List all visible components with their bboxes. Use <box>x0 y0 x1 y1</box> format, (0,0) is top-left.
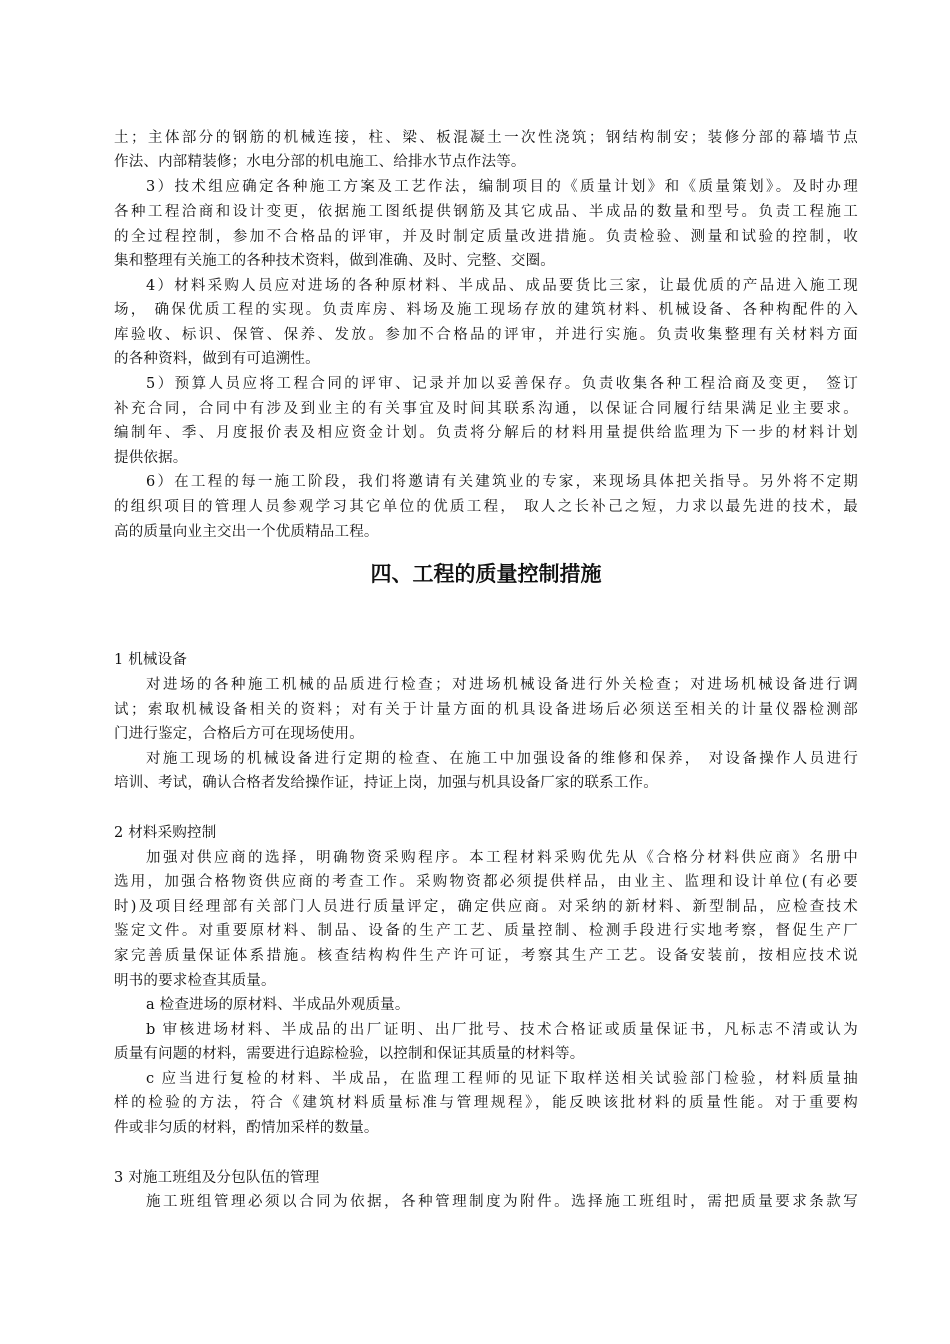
text-line: 选用，加强合格物资供应商的考查工作。采购物资都必须提供样品，由业主、监理和设计单位(有必要 <box>114 874 858 890</box>
text-line: 补充合同，合同中有涉及到业主的有关事宜及时间其联系沟通，以保证合同履行结果满足业主要求。 <box>114 401 858 417</box>
section-heading: 四、工程的质量控制措施 <box>370 562 602 586</box>
text-line: 场， 确保优质工程的实现。负责库房、料场及施工现场存放的建筑材料、机械设备、各种构配件的入 <box>114 302 858 318</box>
text-line: 门进行鉴定，合格后方可在现场使用。 <box>114 726 364 742</box>
text-line: 质量有问题的材料，需要进行追踪检验，以控制和保证其质量的材料等。 <box>114 1046 585 1062</box>
text-line: 提供依据。 <box>114 450 188 466</box>
text-line: 鉴定文件。对重要原材料、制品、设备的生产工艺、质量控制、检测手段进行实地考察，督促生产厂 <box>114 923 858 939</box>
text-line: 件或非匀质的材料，酌情加采样的数量。 <box>114 1120 379 1136</box>
text-line: 加强对供应商的选择，明确物资采购程序。本工程材料采购优先从《合格分材料供应商》名册中 <box>146 850 858 866</box>
text-line: 的全过程控制，参加不合格品的评审，并及时制定质量改进措施。负责检验、测量和试验的控制，收 <box>114 229 858 245</box>
text-line: 各种工程洽商和设计变更，依据施工图纸提供钢筋及其它成品、半成品的数量和型号。负责工程施工 <box>114 204 858 220</box>
text-line: 对施工现场的机械设备进行定期的检查、在施工中加强设备的维修和保养， 对设备操作人员进行 <box>146 751 858 767</box>
subsection-title: 2 材料采购控制 <box>114 825 217 841</box>
text-line: 库验收、标识、保管、保养、发放。参加不合格品的评审，并进行实施。负责收集整理有关材料方面 <box>114 327 858 343</box>
subsection-title: 1 机械设备 <box>114 652 188 668</box>
text-line: c 应当进行复检的材料、半成品，在监理工程师的见证下取样送相关试验部门检验，材料质量抽 <box>146 1071 858 1087</box>
text-line: 集和整理有关施工的各种技术资料，做到准确、及时、完整、交圈。 <box>114 253 555 269</box>
subsection-title: 3 对施工班组及分包队伍的管理 <box>114 1170 320 1186</box>
text-line: a 检查进场的原材料、半成品外观质量。 <box>146 997 410 1013</box>
text-line: 土；主体部分的钢筋的机械连接，柱、梁、板混凝土一次性浇筑；钢结构制安；装修分部的幕墙节点 <box>114 130 858 146</box>
text-line: 高的质量向业主交出一个优质精品工程。 <box>114 524 379 540</box>
text-line: 试；索取机械设备相关的资料；对有关于计量方面的机具设备进场后必须送至相关的计量仪器检测部 <box>114 702 858 718</box>
text-line: 3）技术组应确定各种施工方案及工艺作法，编制项目的《质量计划》和《质量策划》。及时办理 <box>146 179 858 195</box>
text-line: 5）预算人员应将工程合同的评审、记录并加以妥善保存。负责收集各种工程洽商及变更， 签订 <box>146 376 858 392</box>
text-line: 样的检验的方法，符合《建筑材料质量标准与管理规程》，能反映该批材料的质量性能。对于重要构 <box>114 1095 858 1111</box>
text-line: 4）材料采购人员应对进场的各种原材料、半成品、成品要货比三家，让最优质的产品进入施工现 <box>146 278 858 294</box>
text-line: b 审核进场材料、半成品的出厂证明、出厂批号、技术合格证或质量保证书，凡标志不清或认为 <box>146 1022 858 1038</box>
text-line: 明书的要求检查其质量。 <box>114 973 276 989</box>
text-line: 6）在工程的每一施工阶段，我们将邀请有关建筑业的专家，来现场具体把关指导。另外将不定期 <box>146 474 858 490</box>
text-line: 编制年、季、月度报价表及相应资金计划。负责将分解后的材料用量提供给监理为下一步的材料计划 <box>114 425 858 441</box>
text-line: 时)及项目经理部有关部门人员进行质量评定，确定供应商。对采纳的新材料、新型制品，应检查技术 <box>114 899 858 915</box>
text-line: 施工班组管理必须以合同为依据，各种管理制度为附件。选择施工班组时，需把质量要求条款写 <box>146 1194 858 1210</box>
text-line: 对进场的各种施工机械的品质进行检查；对进场机械设备进行外关检查；对进场机械设备进行调 <box>146 677 858 693</box>
text-line: 家完善质量保证体系措施。核查结构构件生产许可证，考察其生产工艺。设备安装前，按相应技术说 <box>114 948 858 964</box>
text-line: 的各种资料，做到有可追溯性。 <box>114 351 320 367</box>
text-line: 作法、内部精装修；水电分部的机电施工、给排水节点作法等。 <box>114 154 526 170</box>
text-line: 培训、考试，确认合格者发给操作证，持证上岗，加强与机具设备厂家的联系工作。 <box>114 775 658 791</box>
text-line: 的组织项目的管理人员参观学习其它单位的优质工程， 取人之长补己之短，力求以最先进的技术，最 <box>114 499 858 515</box>
